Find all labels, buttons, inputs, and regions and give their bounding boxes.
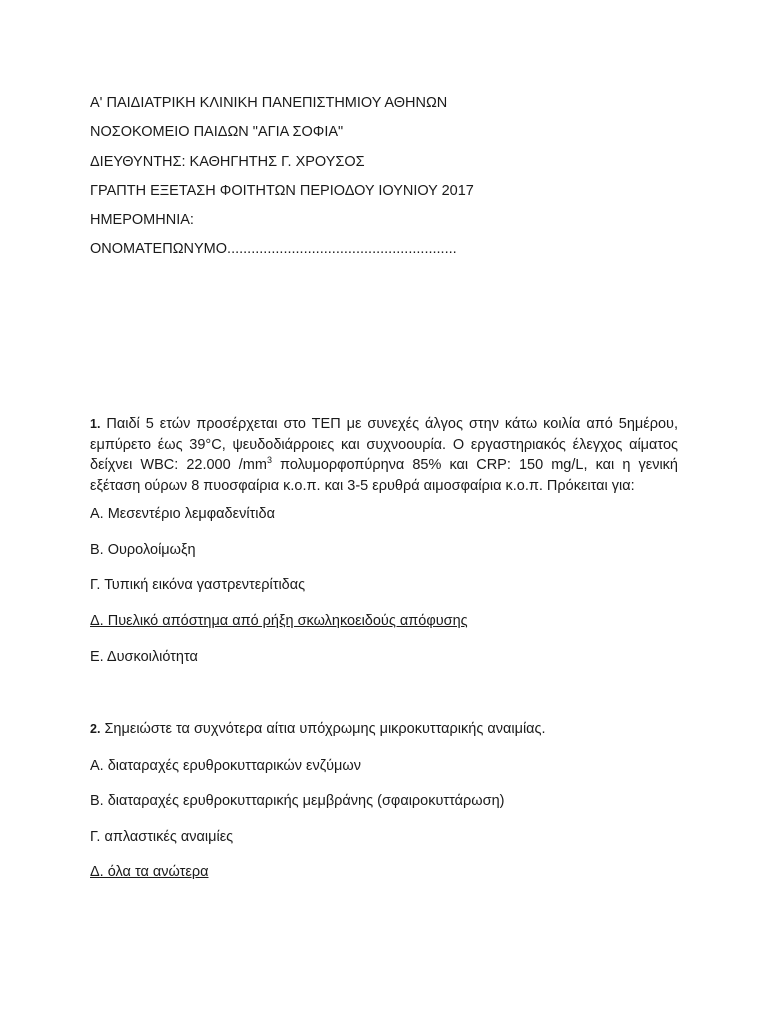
question-1-stem — [90, 414, 678, 496]
header-exam-title: ΓΡΑΠΤΗ ΕΞΕΤΑΣΗ ΦΟΙΤΗΤΩΝ ΠΕΡΙΟΔΟΥ ΙΟΥΝΙΟΥ 2017 — [90, 183, 474, 199]
question-text-cont: πολυμορφοπύρηνα 85% και CRP: 150 mg/L, και η γενική εξέταση ούρων 8 πυοσφαίρια κ.ο.π. και 3-5 ερυθρά αιμοσφαίρια κ.ο.π. Πρόκειται για: — [90, 457, 678, 494]
question-text: Σημειώστε τα συχνότερα αίτια υπόχρωμης μικροκυτταρικής αναιμίας. — [104, 721, 546, 737]
question-text: Παιδί 5 ετών προσέρχεται στο ΤΕΠ με συνεχές άλγος στην κάτω κοιλία από 5ημέρου, εμπύρετο έως 39°C, ψευδοδιάρροιες και συχνοουρία. Ο εργαστηριακός έλεγχος αίματος δείχνει WBC: 22.000 /mm — [90, 416, 678, 473]
option-c: Γ. Τυπική εικόνα γαστρεντερίτιδας — [90, 577, 306, 593]
header-clinic: Α' ΠΑΙΔΙΑΤΡΙΚΗ ΚΛΙΝΙΚΗ ΠΑΝΕΠΙΣΤΗΜΙΟΥ ΑΘΗΝΩΝ — [90, 95, 448, 111]
question-number: 1. — [90, 417, 101, 431]
superscript: 3 — [266, 455, 272, 466]
question-number: 2. — [90, 722, 101, 736]
header-name-line: ΟΝΟΜΑΤΕΠΩΝΥΜΟ......................................................... — [90, 241, 457, 257]
option-e: Ε. Δυσκοιλιότητα — [90, 649, 198, 665]
option-a: Α. Μεσεντέριο λεμφαδενίτιδα — [90, 506, 275, 522]
option-a: Α. διαταραχές ερυθροκυτταρικών ενζύμων — [90, 758, 361, 774]
option-d-correct: Δ. όλα τα ανώτερα — [90, 864, 209, 880]
question-2-stem — [90, 719, 678, 740]
option-b: Β. διαταραχές ερυθροκυτταρικής μεμβράνης (σφαιροκυττάρωση) — [90, 793, 505, 809]
header-director: ΔΙΕΥΘΥΝΤΗΣ: ΚΑΘΗΓΗΤΗΣ Γ. ΧΡΟΥΣΟΣ — [90, 154, 365, 170]
option-b: Β. Ουρολοίμωξη — [90, 542, 196, 558]
option-c: Γ. απλαστικές αναιμίες — [90, 829, 234, 845]
header-date-label: ΗΜΕΡΟΜΗΝΙΑ: — [90, 212, 194, 228]
header-hospital: ΝΟΣΟΚΟΜΕΙΟ ΠΑΙΔΩΝ "ΑΓΙΑ ΣΟΦΙΑ" — [90, 124, 344, 140]
option-d-correct: Δ. Πυελικό απόστημα από ρήξη σκωληκοειδούς απόφυσης — [90, 613, 468, 629]
